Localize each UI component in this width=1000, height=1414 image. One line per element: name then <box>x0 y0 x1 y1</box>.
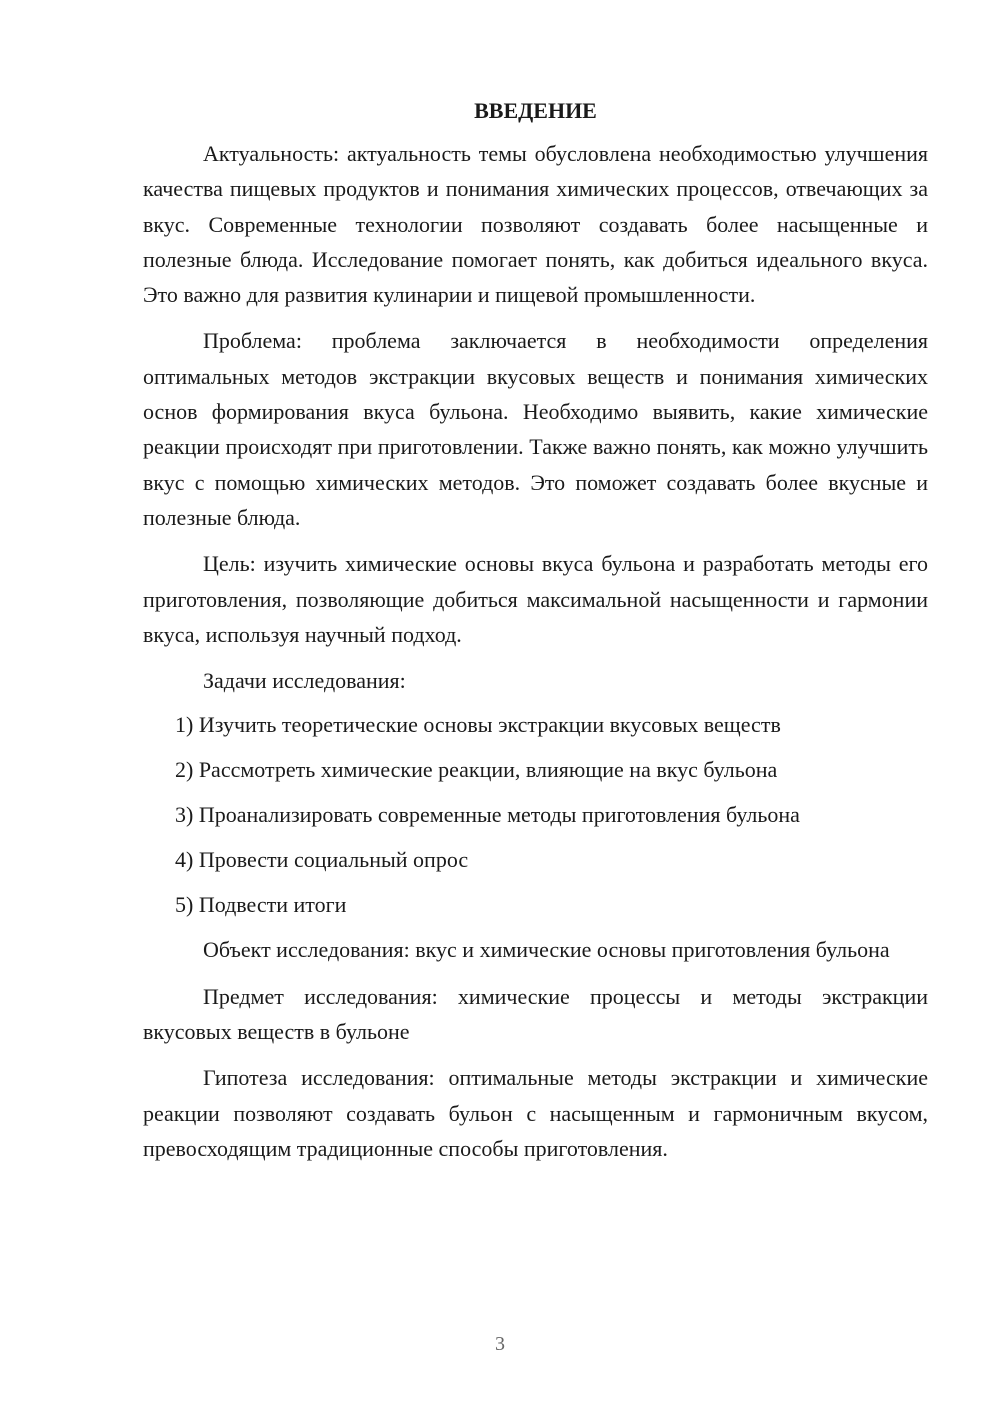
task-item: 5) Подвести итоги <box>175 892 347 918</box>
object-paragraph: Объект исследования: вкус и химические основы приготовления бульона <box>203 937 890 963</box>
task-list <box>143 707 928 922</box>
hypothesis-paragraph: Гипотеза исследования: оптимальные методы экстракции и химические реакции позволяют создавать бульон с насыщенным и гармоничным вкусом, превосходящим традиционные способы приготовления. <box>143 1065 928 1161</box>
task-item: 2) Рассмотреть химические реакции, влияющие на вкус бульона <box>175 757 778 783</box>
subject-paragraph: Предмет исследования: химические процессы и методы экстракции вкусовых веществ в бульоне <box>143 983 928 1045</box>
page-content <box>143 93 928 1177</box>
tasks-heading: Задачи исследования: <box>203 668 406 694</box>
problem-paragraph: Проблема: проблема заключается в необходимости определения оптимальных методов экстракции вкусовых веществ и понимания химических основ формирования вкуса бульона. Необходимо выявить, какие химические реакции происходят при приготовлении. Также важно понять, как можно улучшить вкус с помощью химических методов. Это поможет создавать более вкусные и полезные блюда. <box>143 328 928 530</box>
task-item: 4) Провести социальный опрос <box>175 847 469 873</box>
relevance-paragraph: Актуальность: актуальность темы обусловлена необходимостью улучшения качества пищевых продуктов и понимания химических процессов, отвечающих за вкус. Современные технологии позволяют создавать более насыщенные и полезные блюда. Исследование помогает понять, как добиться идеального вкуса. Это важно для развития кулинарии и пищевой промышленности. <box>143 141 928 308</box>
task-item: 1) Изучить теоретические основы экстракции вкусовых веществ <box>175 712 781 738</box>
task-item: 3) Проанализировать современные методы приготовления бульона <box>175 802 800 828</box>
section-title: ВВЕДЕНИЕ <box>474 98 597 123</box>
goal-paragraph: Цель: изучить химические основы вкуса бульона и разработать методы его приготовления, позволяющие добиться максимальной насыщенности и гармонии вкуса, используя научный подход. <box>143 551 928 647</box>
page-number: 3 <box>495 1333 505 1355</box>
